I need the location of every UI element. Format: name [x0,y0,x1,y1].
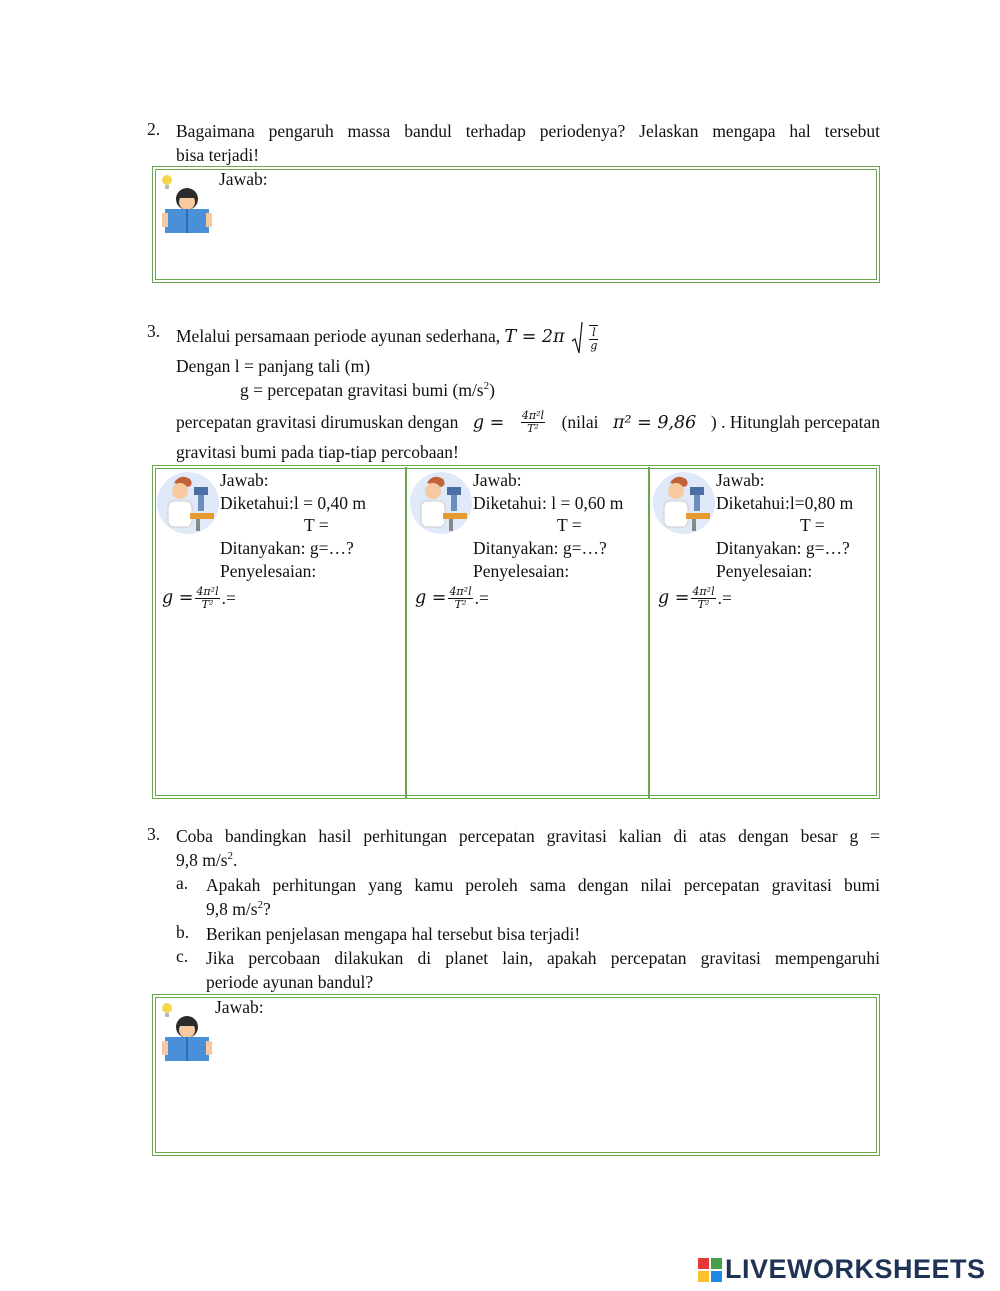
q3a-rumus-num: 4π²l [521,409,545,422]
liveworksheets-logo-icon [698,1258,722,1282]
q2-line1: Bagaimana pengaruh massa bandul terhadap periodenya? Jelaskan mengapa hal tersebut [176,121,880,141]
scientist-microscope-icon [652,469,716,535]
q3b-item-a-sup: 2 [257,899,264,912]
q3a-cell-3[interactable] [650,467,878,798]
cell2-formula [415,586,489,611]
cell1-frac [195,586,219,611]
cell2-jawab: Jawab: [473,470,522,490]
cell3-frac [691,586,715,611]
student-reading-icon [159,999,215,1063]
cell2-ditanyakan: Ditanyakan: g=…? [473,538,607,558]
q2-answer-label: Jawab: [219,169,268,189]
cell1-g: g = [162,588,194,608]
cell2-tail: .= [474,588,489,608]
q3a-dengan-g-text: g = percepatan gravitasi bumi (m/s [240,380,484,400]
q3a-sqrt-den: g [590,338,598,352]
cell2-penyelesaian: Penyelesaian: [473,561,570,581]
q3a-dengan-g-sup: 2 [483,380,490,393]
q3b-item-a-line1: Apakah perhitungan yang kamu peroleh sama dengan nilai percepatan gravitasi bumi [206,875,880,895]
q3a-rumus-pi-val: π² = 9,86 [613,412,697,433]
cell2-g: g = [415,588,447,608]
q3a-rumus-pre: percepatan gravitasi dirumuskan dengan [176,412,459,432]
q2-text [176,119,880,167]
q3b-number: 3. [147,824,161,844]
q3b-item-a-letter: a. [176,873,189,893]
cell2-frac [448,586,472,611]
q3a-cell-2[interactable] [407,467,648,798]
sqrt-symbol [571,321,583,355]
cell1-formula [162,586,236,611]
brand-name[interactable]: LIVEWORKSHEETS [725,1254,986,1284]
q3a-formula-T: T = 2π [504,327,565,348]
scientist-microscope-icon [409,469,473,535]
cell3-diketahui: Diketahui:l=0,80 m [716,493,854,513]
cell3-penyelesaian: Penyelesaian: [716,561,813,581]
cell3-tail: .= [717,588,732,608]
q3b-item-c [206,946,880,994]
q3a-cell-1[interactable] [154,467,405,798]
cell1-den: T² [201,598,214,611]
cell1-diketahui: Diketahui:l = 0,40 m [220,493,366,513]
q3a-rumus-frac [521,410,545,435]
q3a-number: 3. [147,321,161,341]
student-reading-icon [159,171,215,235]
q3a-sqrt-num: l [589,327,598,340]
cell1-ditanyakan: Ditanyakan: g=…? [220,538,354,558]
cell1-T: T = [304,515,329,535]
q2-number: 2. [147,119,161,139]
cell3-num: 4π²l [692,585,715,598]
cell1-num: 4π²l [196,585,219,598]
q3a-rumus-line [176,410,880,435]
q3b-line2-end: . [233,850,238,870]
q3a-dengan-g-end: ) [489,380,495,400]
cell3-formula [658,586,732,611]
cell3-g: g = [658,588,690,608]
q3b-answer-label: Jawab: [215,997,264,1017]
scientist-microscope-icon [156,469,220,535]
q3a-dengan-l: Dengan l = panjang tali (m) [176,356,371,376]
cell3-jawab: Jawab: [716,470,765,490]
q3a-intro-line [176,321,600,355]
q3b-item-a [206,873,880,921]
q2-answer-box[interactable] [152,166,880,283]
q3b-item-c-line2: periode ayunan bandul? [206,972,374,992]
q3b-line2-text: 9,8 m/s [176,850,228,870]
q3a-rumus-den: T² [527,422,539,435]
cell3-ditanyakan: Ditanyakan: g=…? [716,538,850,558]
q3b-text [176,824,880,872]
q3a-rumus-pi: (nilai [561,412,599,432]
cell3-den: T² [697,598,710,611]
cell2-den: T² [454,598,467,611]
q3b-line2-sup: 2 [227,850,234,863]
q3b-item-c-letter: c. [176,946,189,966]
q3b-answer-box[interactable] [152,994,880,1156]
q3b-line1: Coba bandingkan hasil perhitungan percepatan gravitasi kalian di atas dengan besar g = [176,826,880,846]
q2-line2: bisa terjadi! [176,145,260,165]
q3b-item-a-line2 [206,897,880,921]
cell3-T: T = [800,515,825,535]
cell2-T: T = [557,515,582,535]
q3a-rumus-post: ) . Hitunglah percepatan [710,412,880,432]
q3a-sqrt-frac [589,325,598,352]
q3b-item-b-letter: b. [176,922,190,942]
q3b-item-a-end: ? [263,899,271,919]
q3a-sqrt [571,321,600,355]
q3b-item-b: Berikan penjelasan mengapa hal tersebut bisa terjadi! [206,924,581,944]
q3b-item-a-line2-text: 9,8 m/s [206,899,258,919]
cell2-diketahui: Diketahui: l = 0,60 m [473,493,624,513]
q3b-line2 [176,848,880,872]
cell1-jawab: Jawab: [220,470,269,490]
q3a-dengan-g [240,380,495,401]
q3a-intro: Melalui persamaan periode ayunan sederhana, [176,326,501,347]
cell1-tail: .= [221,588,236,608]
q3a-rumus-g: g = [472,412,505,433]
cell1-penyelesaian: Penyelesaian: [220,561,317,581]
q3b-item-c-line1: Jika percobaan dilakukan di planet lain, apakah percepatan gravitasi mempengaruhi [206,948,880,968]
q3a-line-last: gravitasi bumi pada tiap-tiap percobaan! [176,442,459,462]
cell2-num: 4π²l [449,585,472,598]
